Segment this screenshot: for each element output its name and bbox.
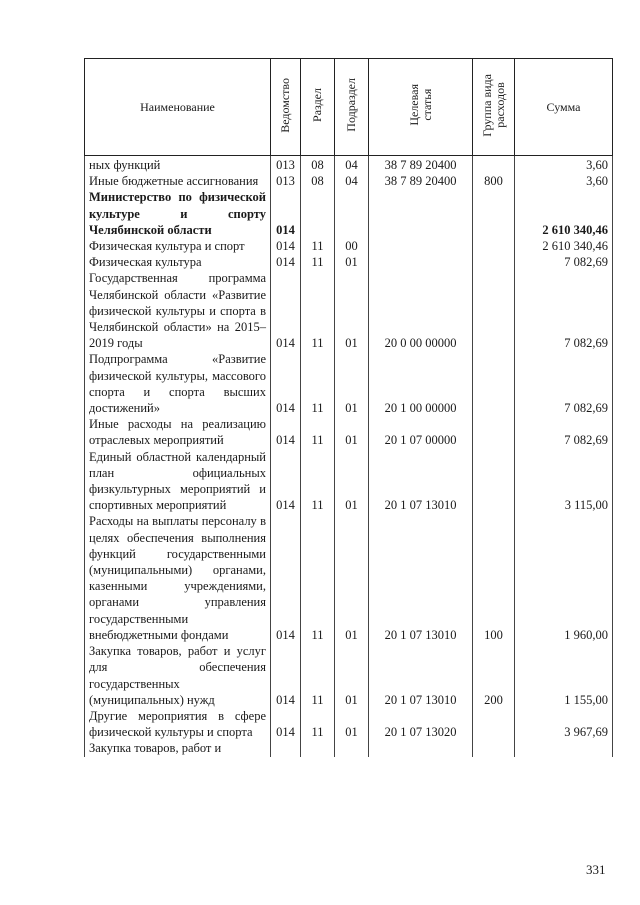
row-summa: 1 960,00 <box>515 513 613 643</box>
row-razdel: 11 <box>301 708 335 740</box>
row-gruppa <box>473 449 515 514</box>
table-body <box>85 156 613 757</box>
row-name: Министерство по физической культуре и спорту Челябинской области <box>85 189 271 238</box>
row-name: Подпрограмма «Развитие физической культуры, массового спорта и спорта высших достижений» <box>85 351 271 416</box>
table-row <box>85 740 613 756</box>
row-razdel: 08 <box>301 156 335 174</box>
row-podrazdel: 01 <box>335 643 369 708</box>
row-name: Физическая культура и спорт <box>85 238 271 254</box>
row-vedomstvo: 014 <box>271 513 301 643</box>
row-summa: 7 082,69 <box>515 254 613 270</box>
row-podrazdel: 04 <box>335 156 369 174</box>
header-vedomstvo: Ведомство <box>271 59 301 156</box>
row-vedomstvo: 014 <box>271 254 301 270</box>
table-row <box>85 173 613 189</box>
row-vedomstvo: 014 <box>271 416 301 448</box>
row-vedomstvo: 014 <box>271 643 301 708</box>
row-summa <box>515 740 613 756</box>
row-summa: 7 082,69 <box>515 351 613 416</box>
row-name: Физическая культура <box>85 254 271 270</box>
row-razdel <box>301 189 335 238</box>
row-podrazdel: 04 <box>335 173 369 189</box>
row-vedomstvo: 014 <box>271 449 301 514</box>
table-row <box>85 238 613 254</box>
row-gruppa: 200 <box>473 643 515 708</box>
row-summa: 1 155,00 <box>515 643 613 708</box>
row-razdel: 11 <box>301 513 335 643</box>
row-name: Расходы на выплаты персоналу в целях обеспечения выполнения функций государственными (муниципальными) органами, казенными учреждениями, органами управления государственными внебюджетными фондами <box>85 513 271 643</box>
budget-table-sheet <box>84 58 612 757</box>
row-razdel: 11 <box>301 238 335 254</box>
row-gruppa: 800 <box>473 173 515 189</box>
row-podrazdel <box>335 740 369 756</box>
row-celevaya-statya: 20 1 00 00000 <box>369 351 473 416</box>
row-celevaya-statya: 38 7 89 20400 <box>369 156 473 174</box>
table-row <box>85 513 613 643</box>
row-razdel: 11 <box>301 449 335 514</box>
row-gruppa <box>473 156 515 174</box>
row-name: Государственная программа Челябинской области «Развитие физической культуры и спорта в Челябинской области» на 2015–2019 годы <box>85 270 271 351</box>
table-row <box>85 351 613 416</box>
row-celevaya-statya <box>369 740 473 756</box>
row-name: Единый областной календарный план официальных физкультурных мероприятий и спортивных мероприятий <box>85 449 271 514</box>
row-podrazdel: 01 <box>335 351 369 416</box>
row-podrazdel: 01 <box>335 513 369 643</box>
header-razdel: Раздел <box>301 59 335 156</box>
row-celevaya-statya <box>369 189 473 238</box>
row-razdel: 08 <box>301 173 335 189</box>
row-gruppa <box>473 238 515 254</box>
table-row <box>85 449 613 514</box>
row-celevaya-statya <box>369 238 473 254</box>
header-summa: Сумма <box>515 59 613 156</box>
row-celevaya-statya: 38 7 89 20400 <box>369 173 473 189</box>
table-header <box>85 59 613 156</box>
row-vedomstvo: 013 <box>271 173 301 189</box>
row-gruppa <box>473 270 515 351</box>
table-row <box>85 254 613 270</box>
header-name: Наименование <box>85 59 271 156</box>
table-row <box>85 189 613 238</box>
row-celevaya-statya: 20 1 07 00000 <box>369 416 473 448</box>
row-podrazdel <box>335 189 369 238</box>
row-celevaya-statya: 20 1 07 13010 <box>369 513 473 643</box>
row-vedomstvo: 014 <box>271 189 301 238</box>
row-summa: 3,60 <box>515 173 613 189</box>
row-razdel <box>301 740 335 756</box>
table-row <box>85 270 613 351</box>
row-summa: 2 610 340,46 <box>515 238 613 254</box>
row-vedomstvo: 014 <box>271 351 301 416</box>
header-podrazdel: Подраздел <box>335 59 369 156</box>
row-gruppa <box>473 708 515 740</box>
row-podrazdel: 01 <box>335 254 369 270</box>
page-number: 331 <box>586 862 606 877</box>
row-summa: 3 115,00 <box>515 449 613 514</box>
row-name: ных функций <box>85 156 271 174</box>
table-row <box>85 156 613 174</box>
row-celevaya-statya: 20 1 07 13010 <box>369 449 473 514</box>
row-name: Закупка товаров, работ и <box>85 740 271 756</box>
row-celevaya-statya: 20 0 00 00000 <box>369 270 473 351</box>
row-summa: 2 610 340,46 <box>515 189 613 238</box>
row-podrazdel: 01 <box>335 449 369 514</box>
row-gruppa <box>473 740 515 756</box>
row-razdel: 11 <box>301 416 335 448</box>
row-celevaya-statya <box>369 254 473 270</box>
row-celevaya-statya: 20 1 07 13010 <box>369 643 473 708</box>
row-name: Иные бюджетные ассигнования <box>85 173 271 189</box>
row-vedomstvo <box>271 740 301 756</box>
row-summa: 3 967,69 <box>515 708 613 740</box>
row-gruppa <box>473 416 515 448</box>
row-gruppa <box>473 351 515 416</box>
row-gruppa: 100 <box>473 513 515 643</box>
row-summa: 7 082,69 <box>515 270 613 351</box>
row-summa: 7 082,69 <box>515 416 613 448</box>
row-razdel: 11 <box>301 270 335 351</box>
row-vedomstvo: 014 <box>271 238 301 254</box>
row-gruppa <box>473 189 515 238</box>
row-razdel: 11 <box>301 643 335 708</box>
row-gruppa <box>473 254 515 270</box>
row-podrazdel: 01 <box>335 416 369 448</box>
row-vedomstvo: 013 <box>271 156 301 174</box>
header-celevaya-statya: Целевая статья <box>369 59 473 156</box>
row-vedomstvo: 014 <box>271 708 301 740</box>
table-row <box>85 416 613 448</box>
row-summa: 3,60 <box>515 156 613 174</box>
row-podrazdel: 01 <box>335 708 369 740</box>
row-name: Иные расходы на реализацию отраслевых мероприятий <box>85 416 271 448</box>
row-name: Закупка товаров, работ и услуг для обеспечения государственных (муниципальных) нужд <box>85 643 271 708</box>
row-razdel: 11 <box>301 254 335 270</box>
row-razdel: 11 <box>301 351 335 416</box>
header-gruppa-vida-rashodov: Группа вида расходов <box>473 59 515 156</box>
budget-table <box>84 58 613 757</box>
table-row <box>85 643 613 708</box>
row-vedomstvo: 014 <box>271 270 301 351</box>
row-celevaya-statya: 20 1 07 13020 <box>369 708 473 740</box>
table-row <box>85 708 613 740</box>
row-name: Другие мероприятия в сфере физической культуры и спорта <box>85 708 271 740</box>
row-podrazdel: 00 <box>335 238 369 254</box>
row-podrazdel: 01 <box>335 270 369 351</box>
